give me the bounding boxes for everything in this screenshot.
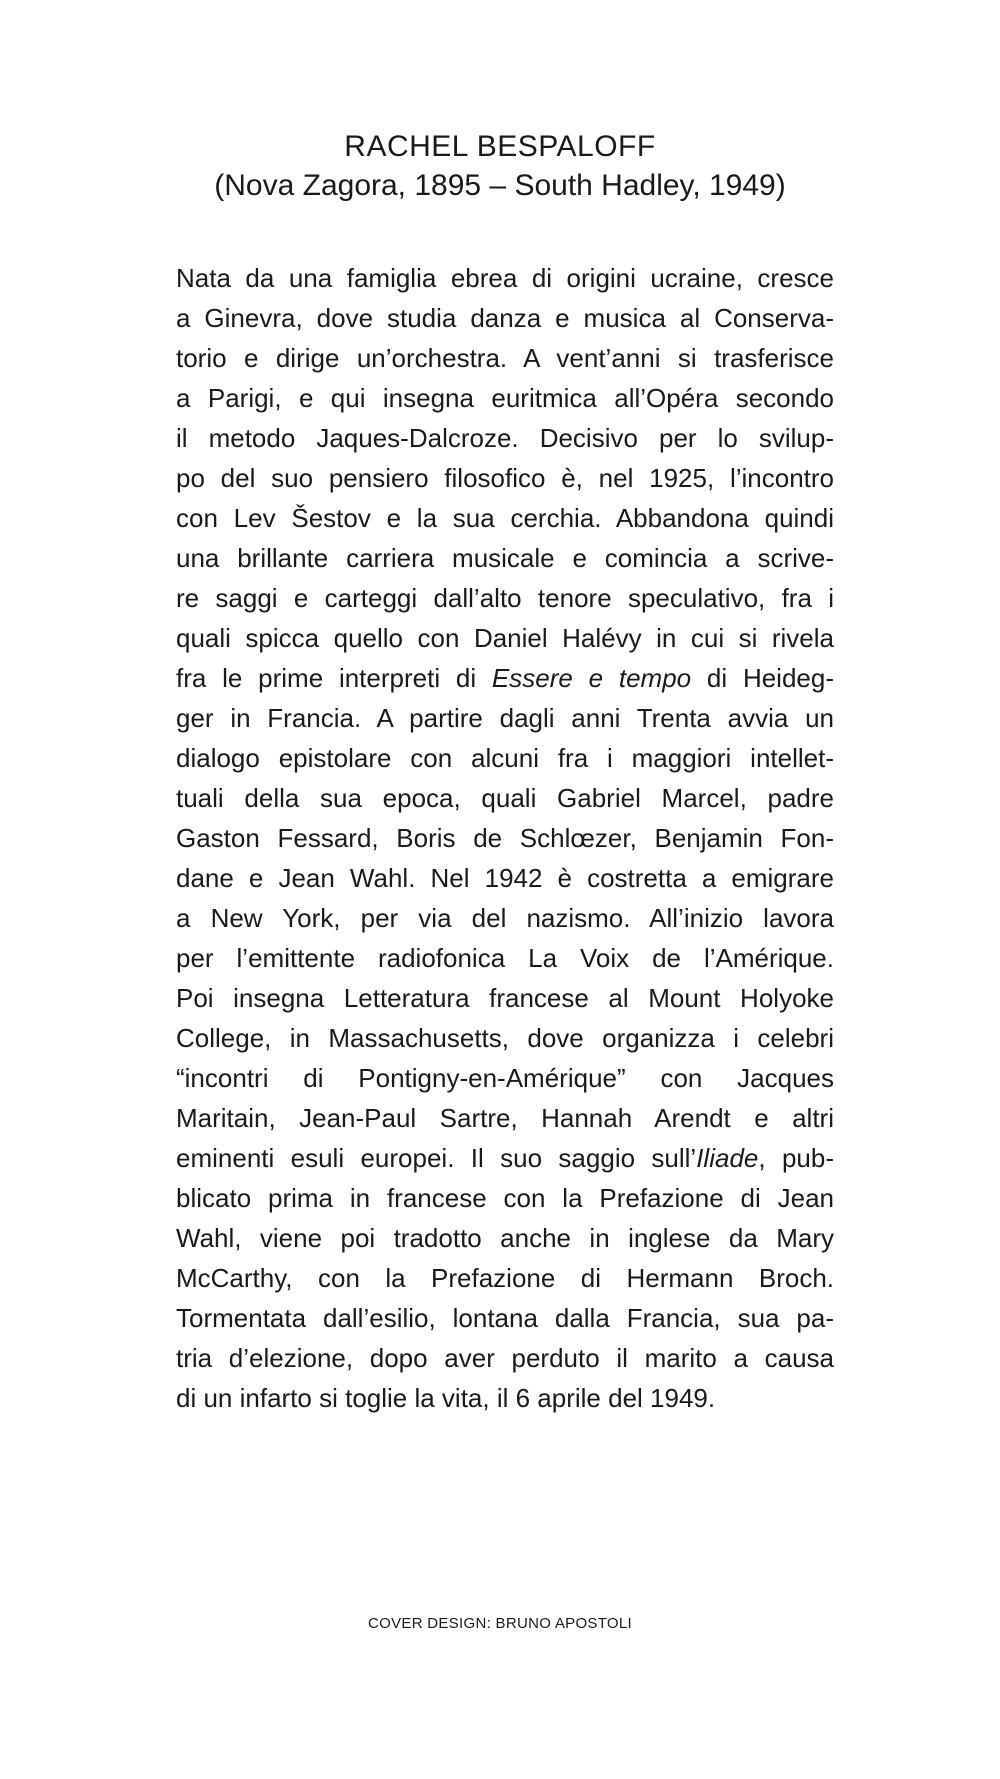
bio-line: “incontri di Pontigny-en-Amérique” con Jacques (176, 1063, 834, 1093)
bio-line-text: , pub- (758, 1143, 834, 1173)
bio-line: Tormentata dall’esilio, lontana dalla Francia, sua pa- (176, 1303, 834, 1333)
bio-line: blicato prima in francese con la Prefazione di Jean (176, 1183, 834, 1213)
bio-line (176, 1138, 834, 1178)
bio-line: di un infarto si toglie la vita, il 6 aprile del 1949. (176, 1383, 716, 1413)
bio-line: Wahl, viene poi tradotto anche in inglese da Mary (176, 1223, 834, 1253)
bio-line-text: eminenti esuli europei. Il suo saggio sull’ (176, 1143, 697, 1173)
bio-line: per l’emittente radiofonica La Voix de l’Amérique. (176, 943, 834, 973)
bio-line: a Ginevra, dove studia danza e musica al Conserva- (176, 303, 834, 333)
book-title-essere-e-tempo: Essere e tempo (491, 663, 692, 693)
bio-line: McCarthy, con la Prefazione di Hermann Broch. (176, 1263, 834, 1293)
bio-line: tria d’elezione, dopo aver perduto il marito a causa (176, 1343, 834, 1373)
bio-line: Nata da una famiglia ebrea di origini ucraine, cresce (176, 263, 834, 293)
cover-design-credit: COVER DESIGN: BRUNO APOSTOLI (367, 1615, 632, 1632)
bio-line: dialogo epistolare con alcuni fra i maggiori intellet- (176, 743, 834, 773)
bio-line: Gaston Fessard, Boris de Schlœzer, Benjamin Fon- (176, 823, 834, 853)
bio-line: a New York, per via del nazismo. All’inizio lavora (176, 903, 834, 933)
bio-line-text: fra le prime interpreti di (176, 663, 492, 693)
author-header (0, 128, 1000, 206)
bio-line-text: di Heideg- (691, 663, 834, 693)
book-title-iliade: Iliade (696, 1143, 759, 1173)
biography-paragraph (176, 258, 834, 1418)
bio-line: quali spicca quello con Daniel Halévy in cui si rivela (176, 623, 834, 653)
bio-line: po del suo pensiero filosofico è, nel 1925, l’incontro (176, 463, 834, 493)
bio-line: Maritain, Jean-Paul Sartre, Hannah Arendt e altri (176, 1103, 834, 1133)
bio-line: a Parigi, e qui insegna euritmica all’Opéra secondo (176, 383, 834, 413)
bio-line: una brillante carriera musicale e comincia a scrive- (176, 543, 834, 573)
bio-line: con Lev Šestov e la sua cerchia. Abbandona quindi (176, 503, 834, 533)
author-name: RACHEL BESPALOFF (344, 130, 656, 163)
bio-line (176, 658, 834, 698)
bio-line: torio e dirige un’orchestra. A vent’anni si trasferisce (176, 343, 834, 373)
bio-line: re saggi e carteggi dall’alto tenore speculativo, fra i (176, 583, 834, 613)
bio-line: tuali della sua epoca, quali Gabriel Marcel, padre (176, 783, 834, 813)
bio-line: ger in Francia. A partire dagli anni Trenta avvia un (176, 703, 834, 733)
bio-line: dane e Jean Wahl. Nel 1942 è costretta a emigrare (176, 863, 834, 893)
author-dates: (Nova Zagora, 1895 – South Hadley, 1949) (214, 169, 786, 202)
bio-line: il metodo Jaques-Dalcroze. Decisivo per lo svilup- (176, 423, 834, 453)
bio-line: Poi insegna Letteratura francese al Mount Holyoke (176, 983, 834, 1013)
bio-line: College, in Massachusetts, dove organizza i celebri (176, 1023, 834, 1053)
